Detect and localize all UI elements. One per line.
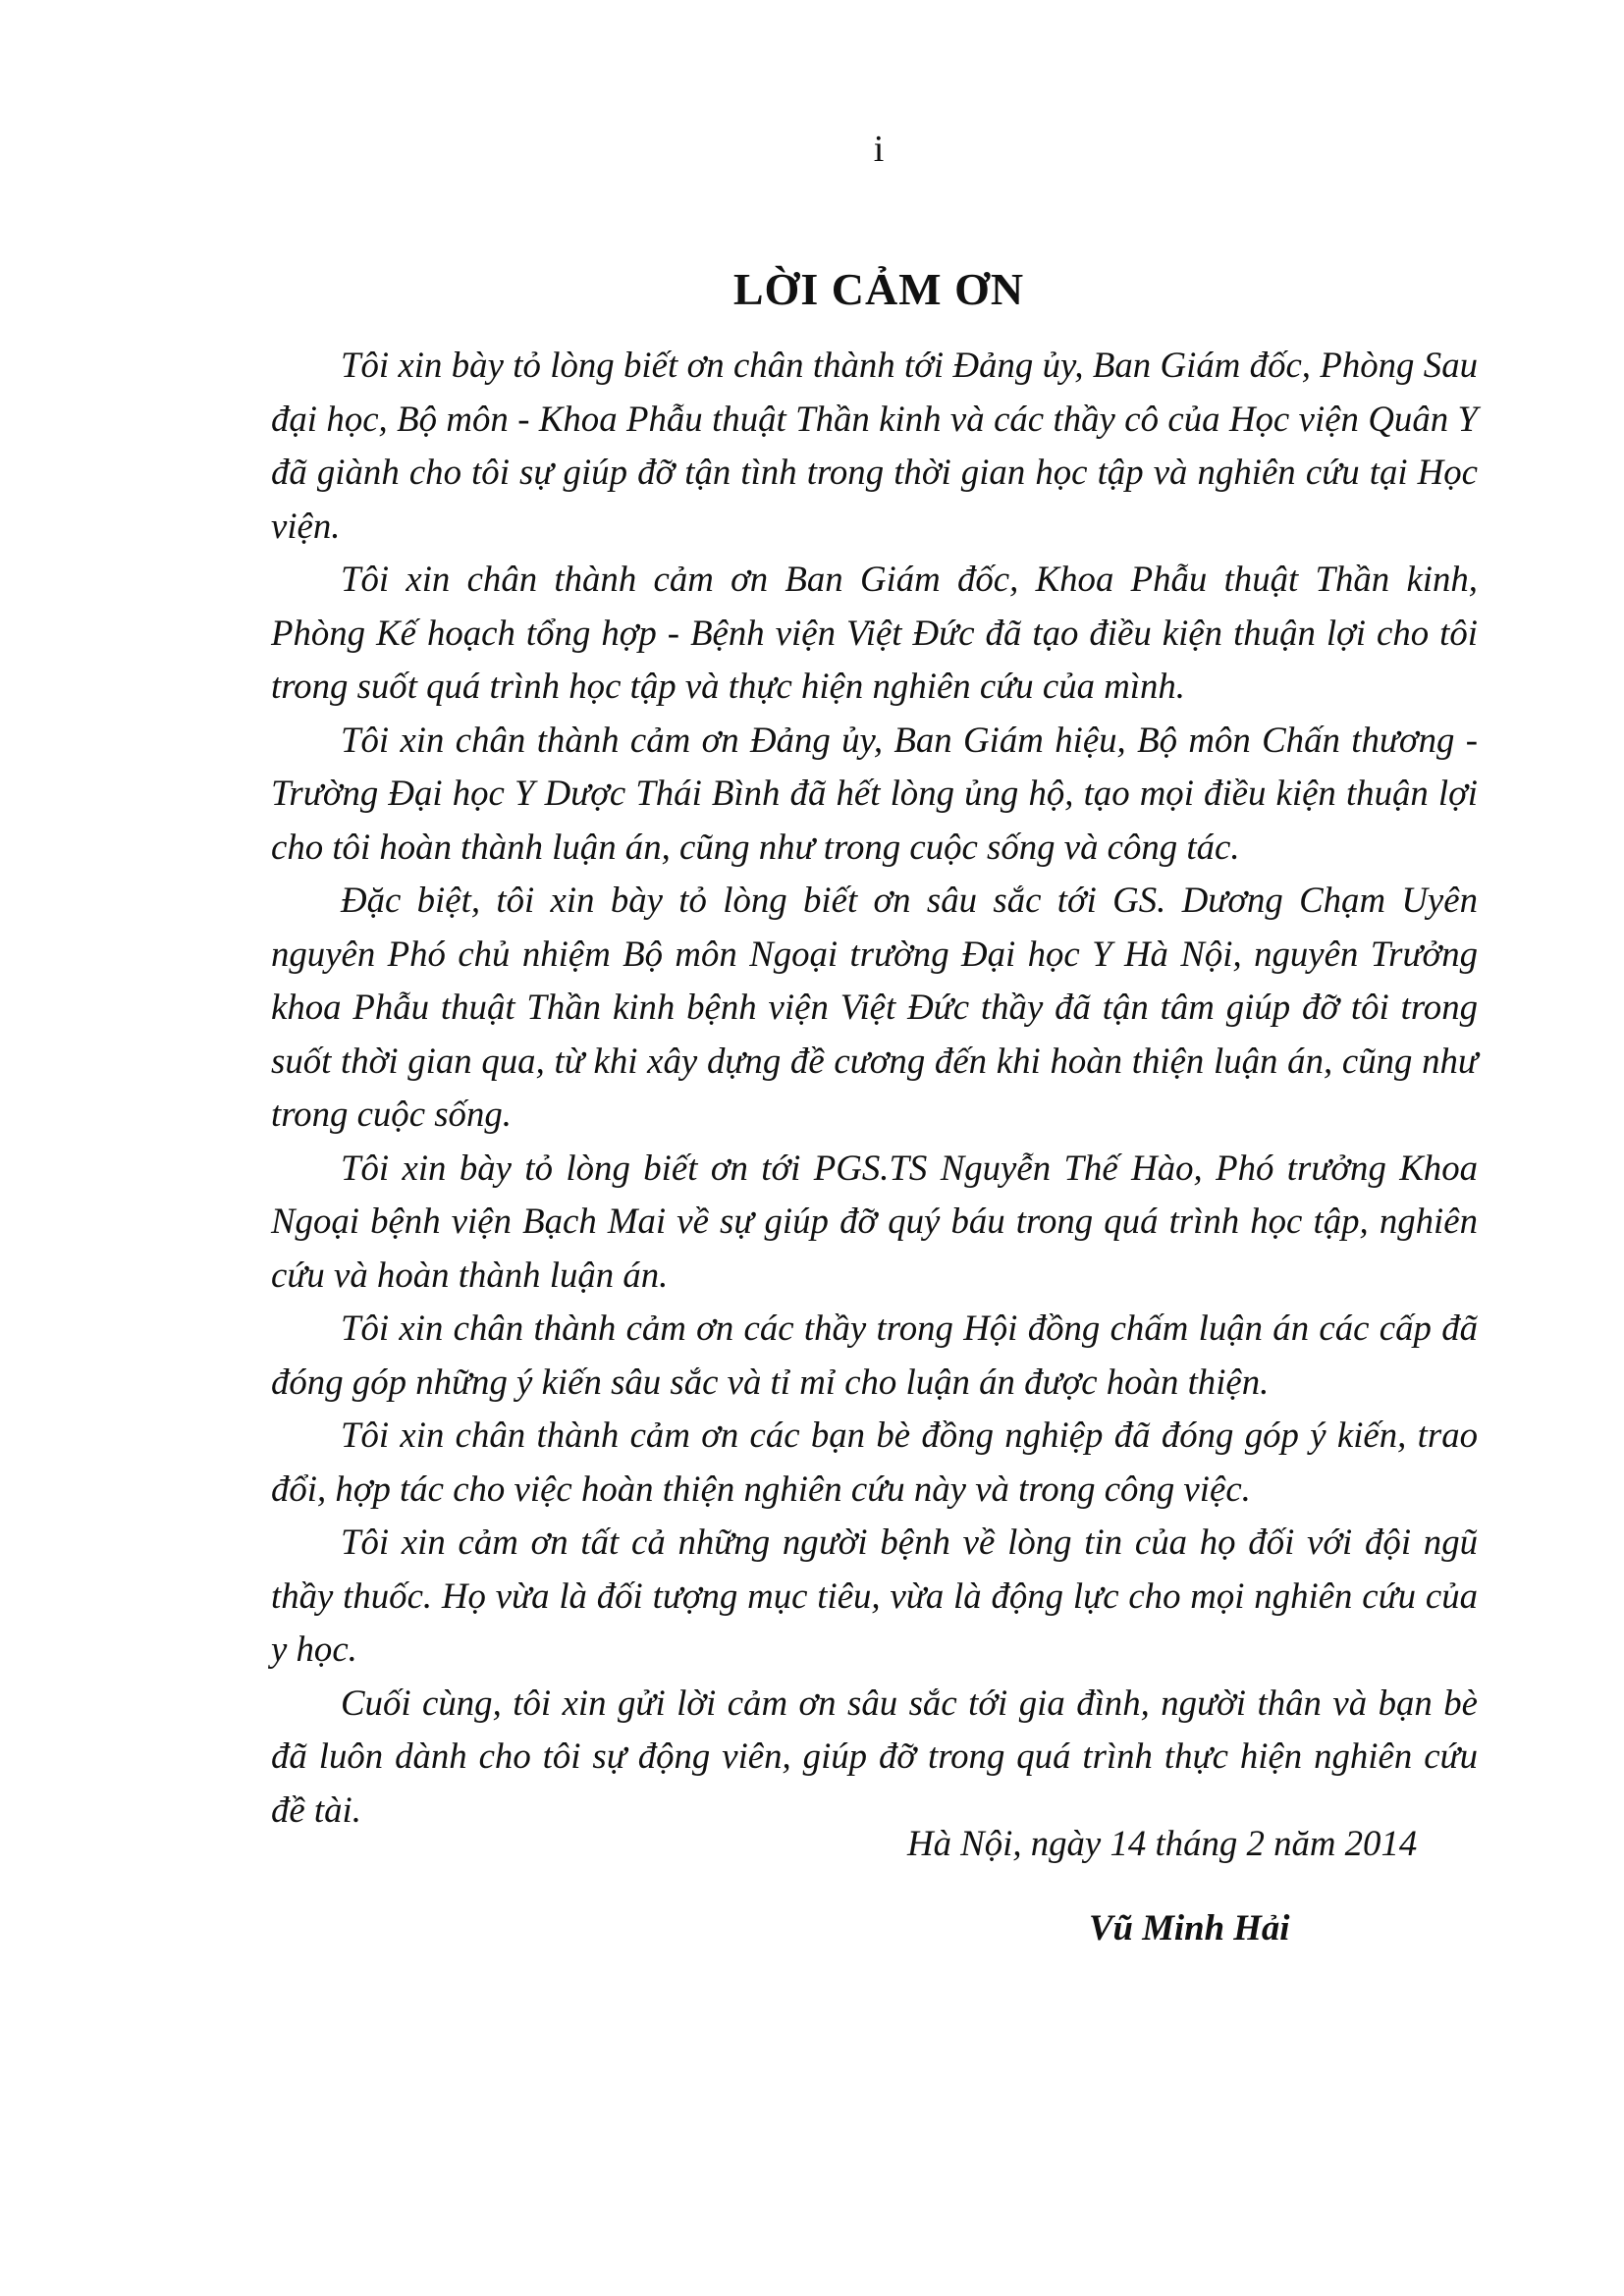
page-title: LỜI CẢM ƠN [732,264,1025,314]
author-signature: Vũ Minh Hải [1089,1907,1290,1948]
paragraph: Cuối cùng, tôi xin gửi lời cảm ơn sâu sắc tới gia đình, người thân và bạn bè đã luôn dành cho tôi sự động viên, giúp đỡ trong quá trình thực hiện nghiên cứu đề tài. [271,1682,1478,1830]
paragraph: Tôi xin bày tỏ lòng biết ơn chân thành tới Đảng ủy, Ban Giám đốc, Phòng Sau đại học, Bộ môn - Khoa Phẫu thuật Thần kinh và các thầy cô của Học viện Quân Y đã giành cho tôi sự giúp đỡ tận tình trong thời gian học tập và nghiên cứu tại Học viện. [271,345,1478,546]
paragraph: Tôi xin cảm ơn tất cả những người bệnh về lòng tin của họ đối với đội ngũ thầy thuốc. Họ vừa là đối tượng mục tiêu, vừa là động lực cho mọi nghiên cứu của y học. [271,1522,1478,1669]
paragraph: Tôi xin chân thành cảm ơn Đảng ủy, Ban Giám hiệu, Bộ môn Chấn thương - Trường Đại học Y Dược Thái Bình đã hết lòng ủng hộ, tạo mọi điều kiện thuận lợi cho tôi hoàn thành luận án, cũng như trong cuộc sống và công tác. [271,719,1478,867]
paragraph: Đặc biệt, tôi xin bày tỏ lòng biết ơn sâu sắc tới GS. Dương Chạm Uyên nguyên Phó chủ nhiệm Bộ môn Ngoại trường Đại học Y Hà Nội, nguyên Trưởng khoa Phẫu thuật Thần kinh bệnh viện Việt Đức thầy đã tận tâm giúp đỡ tôi trong suốt thời gian qua, từ khi xây dựng đề cương đến khi hoàn thiện luận án, cũng như trong cuộc sống. [271,880,1478,1134]
paragraph: Tôi xin bày tỏ lòng biết ơn tới PGS.TS Nguyễn Thế Hào, Phó trưởng Khoa Ngoại bệnh viện Bạch Mai về sự giúp đỡ quý báu trong quá trình học tập, nghiên cứu và hoàn thành luận án. [271,1147,1478,1295]
acknowledgement-body [271,339,1478,1837]
paragraph: Tôi xin chân thành cảm ơn Ban Giám đốc, Khoa Phẫu thuật Thần kinh, Phòng Kế hoạch tổng hợp - Bệnh viện Việt Đức đã tạo điều kiện thuận lợi cho tôi trong suốt quá trình học tập và thực hiện nghiên cứu của mình. [271,559,1478,706]
date-line: Hà Nội, ngày 14 tháng 2 năm 2014 [907,1823,1418,1863]
paragraph: Tôi xin chân thành cảm ơn các bạn bè đồng nghiệp đã đóng góp ý kiến, trao đổi, hợp tác cho việc hoàn thiện nghiên cứu này và trong công việc. [271,1415,1478,1509]
paragraph: Tôi xin chân thành cảm ơn các thầy trong Hội đồng chấm luận án các cấp đã đóng góp những ý kiến sâu sắc và tỉ mỉ cho luận án được hoàn thiện. [271,1308,1478,1402]
page-number: i [873,129,885,170]
